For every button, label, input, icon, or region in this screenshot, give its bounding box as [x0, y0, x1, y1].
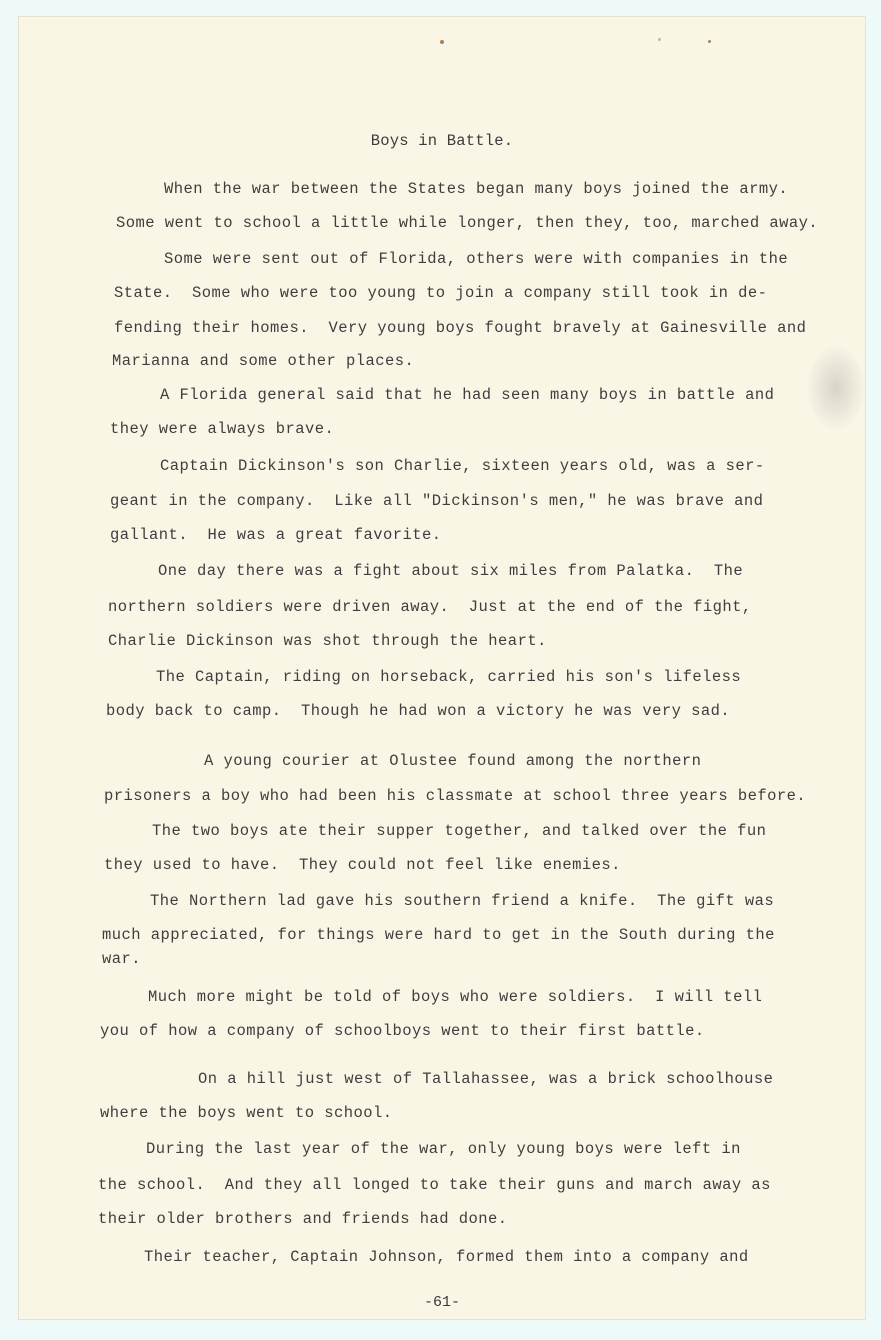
text-line: Some went to school a little while longer, then they, too, marched away. [116, 214, 819, 232]
text-line: On a hill just west of Tallahassee, was a brick schoolhouse [198, 1070, 774, 1088]
text-line: where the boys went to school. [100, 1104, 393, 1122]
text-line: they used to have. They could not feel like enemies. [104, 856, 621, 874]
text-line: Some were sent out of Florida, others were with companies in the [164, 250, 789, 268]
text-line: When the war between the States began many boys joined the army. [164, 180, 789, 198]
text-line: Charlie Dickinson was shot through the heart. [108, 632, 547, 650]
text-line: they were always brave. [110, 420, 335, 438]
document-page [18, 16, 866, 1320]
text-line: their older brothers and friends had done. [98, 1210, 508, 1228]
text-line: prisoners a boy who had been his classmate at school three years before. [104, 787, 807, 805]
text-line: The Captain, riding on horseback, carried his son's lifeless [156, 668, 742, 686]
page-number: -61- [423, 1294, 460, 1311]
text-line: The Northern lad gave his southern friend a knife. The gift was [150, 892, 775, 910]
text-line: A young courier at Olustee found among the northern [204, 752, 702, 770]
paper-speck [440, 40, 444, 44]
text-line: war. [102, 950, 142, 968]
text-line: State. Some who were too young to join a company still took in de- [114, 284, 768, 302]
text-line: One day there was a fight about six miles from Palatka. The [158, 562, 744, 580]
text-line: the school. And they all longed to take their guns and march away as [98, 1176, 771, 1194]
text-line: A Florida general said that he had seen many boys in battle and [160, 386, 775, 404]
text-line: much appreciated, for things were hard to get in the South during the [102, 926, 775, 944]
paper-speck [708, 40, 711, 43]
text-line: Captain Dickinson's son Charlie, sixteen years old, was a ser- [160, 457, 765, 475]
text-line: body back to camp. Though he had won a victory he was very sad. [106, 702, 731, 720]
text-line: Much more might be told of boys who were soldiers. I will tell [148, 988, 763, 1006]
page-title: Boys in Battle. [370, 132, 514, 150]
text-line: Marianna and some other places. [112, 352, 415, 370]
text-line: During the last year of the war, only young boys were left in [146, 1140, 741, 1158]
text-line: gallant. He was a great favorite. [110, 526, 442, 544]
text-line: northern soldiers were driven away. Just at the end of the fight, [108, 598, 752, 616]
paper-speck [658, 38, 661, 41]
text-line: fending their homes. Very young boys fought bravely at Gainesville and [114, 319, 807, 337]
text-line: Their teacher, Captain Johnson, formed them into a company and [144, 1248, 749, 1266]
text-line: geant in the company. Like all "Dickinson's men," he was brave and [110, 492, 764, 510]
text-line: you of how a company of schoolboys went to their first battle. [100, 1022, 705, 1040]
text-line: The two boys ate their supper together, and talked over the fun [152, 822, 767, 840]
smudge-mark [808, 346, 864, 430]
